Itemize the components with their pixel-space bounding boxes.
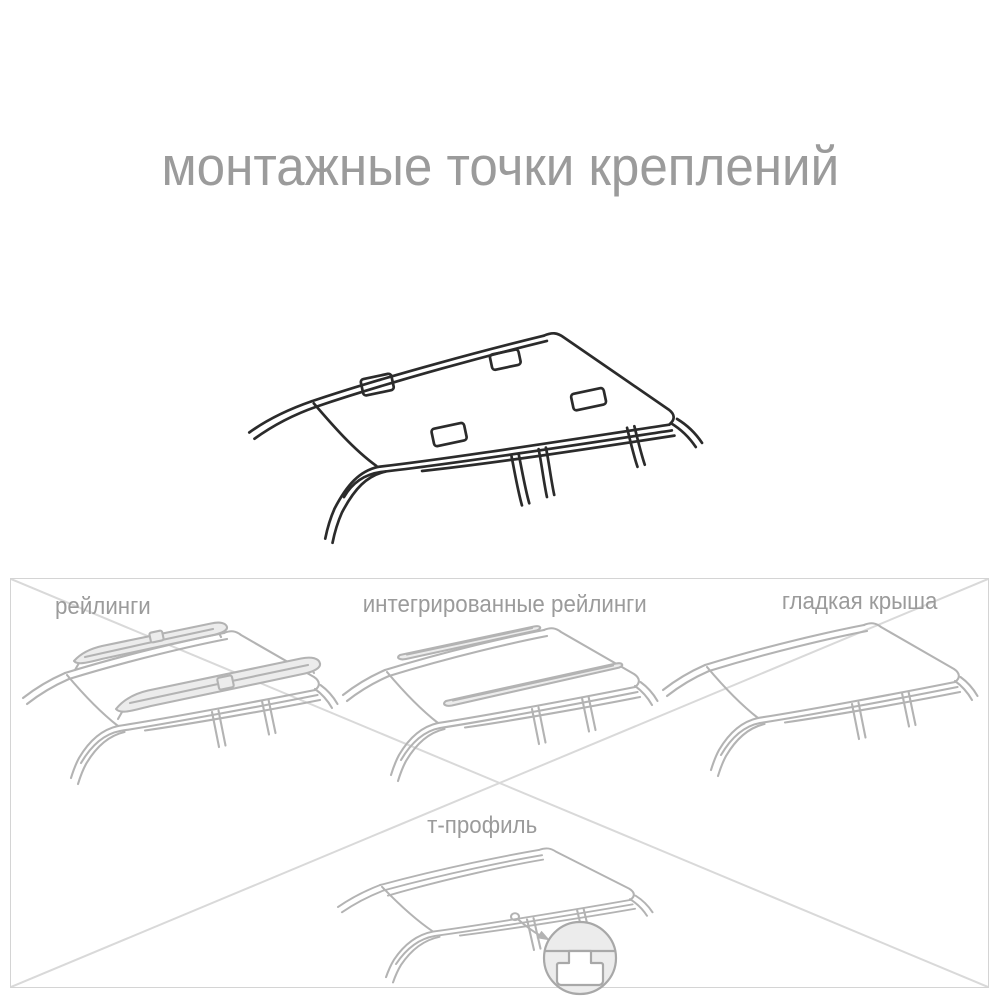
label-t-profile: т-профиль bbox=[427, 812, 538, 839]
page-title bbox=[0, 134, 1000, 198]
roof-rails-illustration bbox=[15, 608, 345, 793]
label-roof-rails: рейлинги bbox=[55, 593, 151, 620]
car-roof-icon bbox=[222, 318, 722, 573]
smooth-roof-icon bbox=[655, 600, 985, 780]
integrated-rails-illustration bbox=[335, 605, 665, 790]
roof-rails-icon bbox=[15, 608, 345, 788]
integrated-rails-icon bbox=[335, 605, 665, 785]
t-slot-cross-section-detail bbox=[535, 913, 625, 1000]
page-title-text: монтажные точки креплений bbox=[161, 135, 839, 197]
label-smooth-roof: гладкая крыша bbox=[782, 588, 938, 615]
mount-point-icon bbox=[431, 422, 467, 446]
car-roof-mounting-points-illustration bbox=[222, 318, 722, 573]
t-slot-profile-icon bbox=[535, 913, 625, 1000]
smooth-roof-illustration bbox=[655, 600, 985, 785]
mount-point-icon bbox=[571, 388, 607, 411]
mount-point-icon bbox=[489, 349, 521, 370]
label-integrated-rails: интегрированные рейлинги bbox=[362, 591, 648, 618]
